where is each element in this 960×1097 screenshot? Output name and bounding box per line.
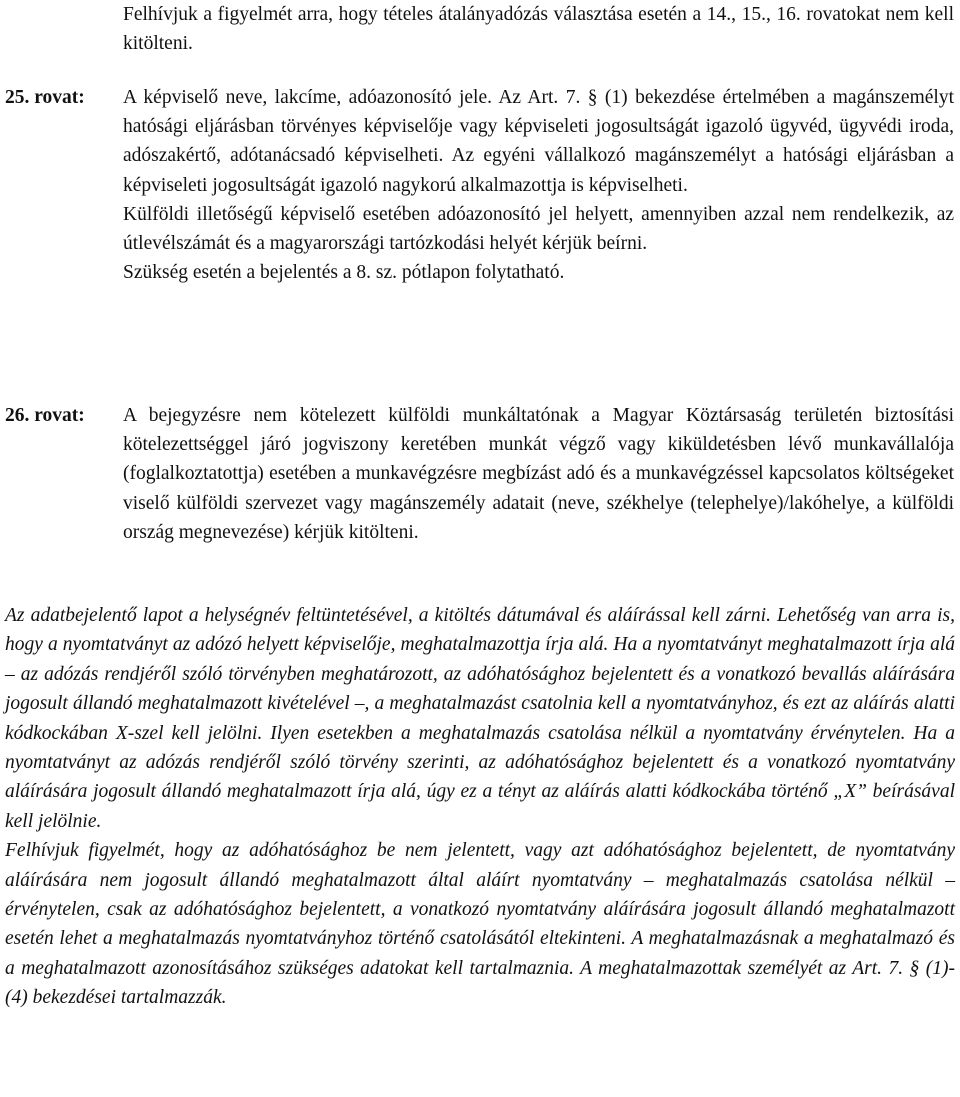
rovat-25-section — [123, 83, 954, 287]
rovat-25-paragraph-1: A képviselő neve, lakcíme, adóazonosító jele. Az Art. 7. § (1) bekezdése értelmében a magánszemélyt hatósági eljárásban törvényes képviselője vagy képviseleti jogosultságát igazoló ügyvéd, ügyvédi iroda, adószakértő, adótanácsadó képviselheti. Az egyéni vállalkozó magánszemélyt a hatósági eljárásban a képviseleti jogosultságát igazoló nagykorú alkalmazottja is képviselheti. — [123, 87, 954, 196]
rovat-25-paragraph-2: Külföldi illetőségű képviselő esetében adóazonosító jel helyett, amennyiben azzal nem rendelkezik, az útlevélszámát és a magyarországi tartózkodási helyét kérjük beírni. — [123, 203, 954, 255]
rovat-26-label: 26. rovat: — [5, 405, 85, 426]
rovat-25-paragraph-3: Szükség esetén a bejelentés a 8. sz. pótlapon folytatható. — [123, 262, 565, 284]
closing-paragraph-2: Felhívjuk figyelmét, hogy az adóhatósághoz be nem jelentett, vagy azt adóhatósághoz bejelentett, de nyomtatvány aláírására nem jogosult állandó meghatalmazott által aláírt nyomtatvány – meghatalmazás csatolása nélkül – érvénytelen, csak az adóhatósághoz bejelentett, a vonatkozó nyomtatvány aláírására jogosult állandó meghatalmazott esetén lehet a meghatalmazás nyomtatványhoz történő csatolásától eltekinteni. A meghatalmazásnak a meghatalmazó és a meghatalmazott azonosításához szükséges adatokat kell tartalmaznia. A meghatalmazottak személyét az Art. 7. § (1)-(4) bekezdései tartalmazzák. — [5, 840, 955, 1009]
intro-note — [123, 0, 954, 58]
rovat-26-paragraph: A bejegyzésre nem kötelezett külföldi munkáltatónak a Magyar Köztársaság területén biztosítási kötelezettséggel járó jogviszony keretében munkát végző vagy kiküldetésben lévő munkavállalója (foglalkoztatottja) esetében a munkavégzésre megbízást adó és a munkavégzéssel kapcsolatos költségeket viselő külföldi szervezet vagy magánszemély adatait (neve, székhelye (telephelye)/lakóhelye, a külföldi ország megnevezése) kérjük kitölteni. — [123, 405, 954, 543]
rovat-26-section — [123, 401, 954, 547]
closing-paragraph-1: Az adatbejelentő lapot a helységnév feltüntetésével, a kitöltés dátumával és aláírással kell zárni. Lehetőség van arra is, hogy a nyomtatványt az adózó helyett képviselője, meghatalmazottja írja alá. Ha a nyomtatványt meghatalmazott írja alá – az adózás rendjéről szóló törvényben meghatározott, az adóhatósághoz bejelentett és a vonatkozó bevallás aláírására jogosult állandó meghatalmazott kivételével –, a meghatalmazást csatolnia kell a nyomtatványhoz, és ezt az aláírás alatti kódkockában X-szel kell jelölni. Ilyen esetekben a meghatalmazás csatolása nélkül a nyomtatvány érvénytelen. Ha a nyomtatványt az adózás rendjéről szóló törvény szerinti, az adóhatósághoz bejelentett és a vonatkozó nyomtatvány aláírására jogosult állandó meghatalmazott írja alá, úgy ez a tényt az aláírás alatti kódkockába történő „X” beírásával kell jelölnie. — [5, 605, 955, 832]
closing-instructions — [5, 601, 955, 1013]
intro-note-text: Felhívjuk a figyelmét arra, hogy tételes átalányadózás választása esetén a 14., 15., 16. rovatokat nem kell kitölteni. — [123, 4, 954, 55]
rovat-25-label: 25. rovat: — [5, 87, 85, 108]
